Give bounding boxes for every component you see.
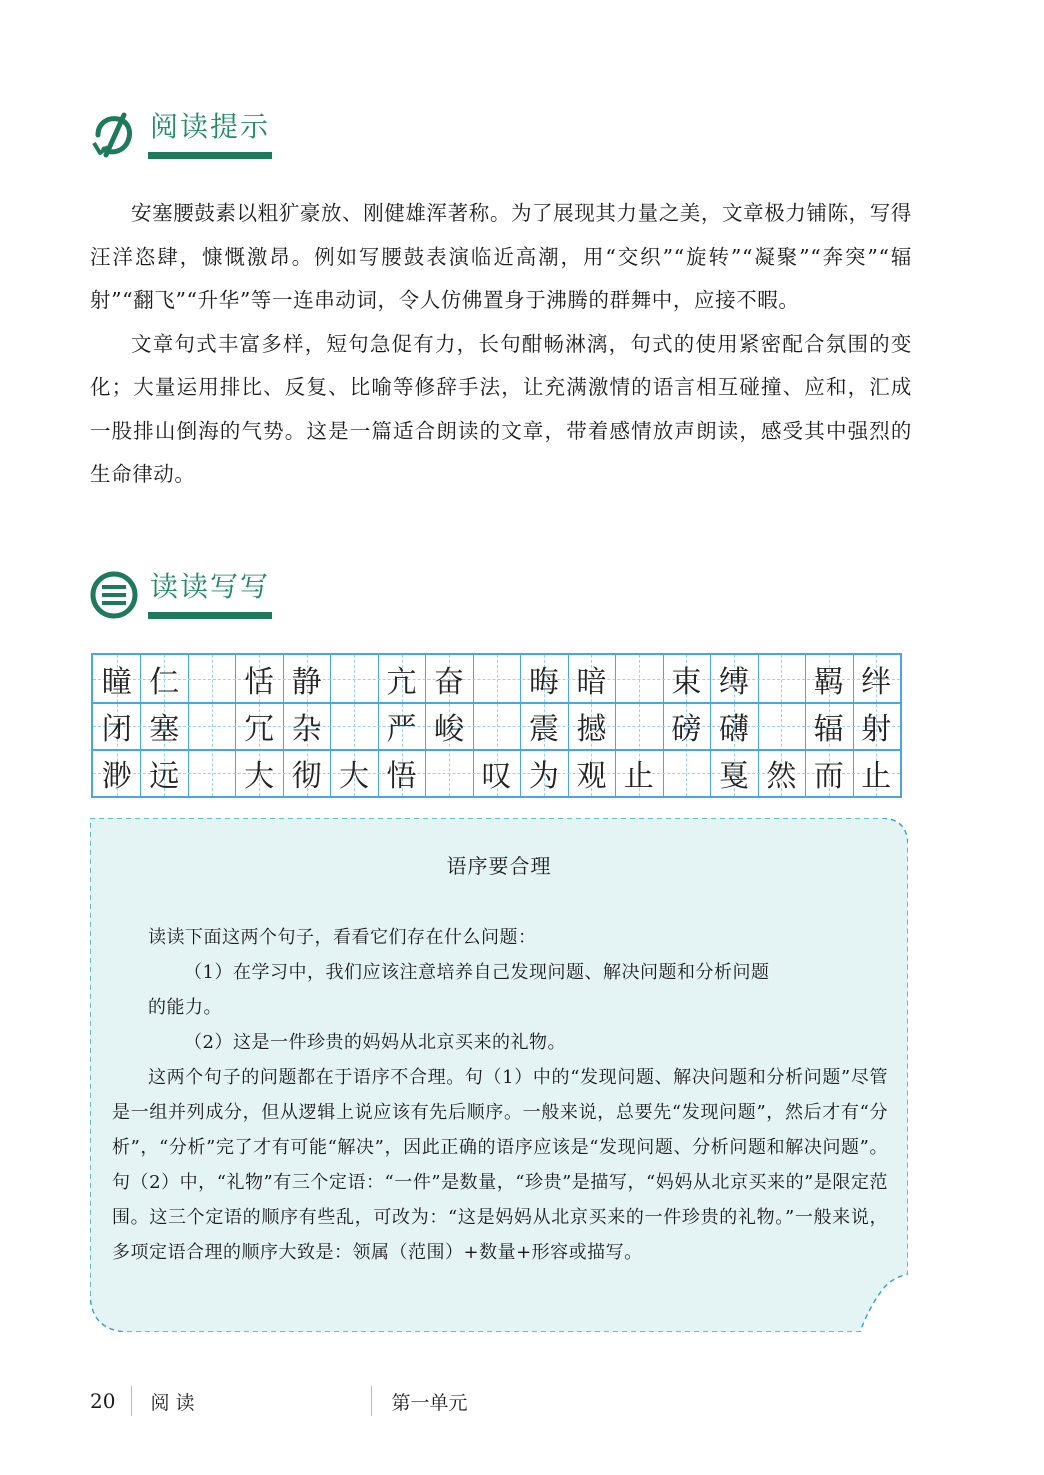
- grid-character: 辐: [813, 711, 844, 747]
- note-title: 语序要合理: [446, 854, 552, 878]
- page-number: 20: [90, 1389, 116, 1413]
- grid-character: 震: [528, 711, 559, 747]
- footer-divider: [131, 1386, 132, 1416]
- grid-character: 奋: [434, 664, 465, 700]
- grid-character: 缚: [718, 664, 749, 700]
- grid-character: 静: [291, 664, 322, 700]
- reading-tips-underline: [148, 152, 272, 159]
- grid-guide-line: [93, 679, 900, 680]
- reading-tips-paragraph: 安塞腰鼓素以粗犷豪放、刚健雄浑著称。为了展现其力量之美，文章极力铺陈，写得汪洋恣肆，慷慨激昂。例如写腰鼓表演临近高潮，用“交织”“旋转”“凝聚”“奔突”“辐射”“翻飞”“升华”等一连串动词，令人仿佛置身于沸腾的群舞中，应接不暇。: [90, 201, 912, 312]
- grid-character: 晦: [528, 664, 559, 700]
- grid-character: 杂: [291, 711, 322, 747]
- grid-character: 瞳: [101, 664, 132, 700]
- note-text: [112, 920, 888, 1270]
- note-explanation: 这两个句子的问题都在于语序不合理。句（1）中的“发现问题、解决问题和分析问题”尽管是一组并列成分，但从逻辑上说应该有先后顺序。一般来说，总要先“发现问题”，然后才有“分析”，“分析”完了才有可能“解决”，因此正确的语序应该是“发现问题、分析问题和解决问题”。句（2）中，“礼物”有三个定语：“一件”是数量，“珍贵”是描写，“妈妈从北京买来的”是限定范围。这三个定语的顺序有些乱，可改为：“这是妈妈从北京买来的一件珍贵的礼物。”一般来说，多项定语合理的顺序大致是：领属（范围）+数量+形容或描写。: [112, 1067, 888, 1263]
- grid-guide-line: [93, 726, 900, 727]
- grid-character: 恬: [244, 664, 275, 700]
- character-grid: [91, 653, 902, 798]
- grid-character: 暗: [576, 664, 607, 700]
- grid-character: 彻: [291, 758, 322, 794]
- reading-tips-body: [90, 192, 912, 497]
- grid-character: 束: [671, 664, 702, 700]
- grid-character: 仁: [149, 664, 180, 700]
- read-write-icon: [90, 571, 138, 619]
- note-example-1-cont: 的能力。: [148, 997, 222, 1018]
- read-write-underline: [148, 612, 272, 619]
- reading-tips-title: 阅读提示: [150, 110, 271, 143]
- grid-character: 羁: [813, 664, 844, 700]
- note-box: [90, 818, 908, 1332]
- read-write-header: [90, 570, 272, 619]
- note-intro: 读读下面这两个句子，看看它们存在什么问题：: [148, 927, 537, 948]
- grid-character: 大: [244, 758, 275, 794]
- footer-unit: 第一单元: [391, 1391, 468, 1414]
- grid-character: 叹: [481, 758, 512, 794]
- grid-character: 绊: [861, 664, 892, 700]
- grid-character: 渺: [101, 758, 132, 794]
- grid-character: 闭: [101, 711, 132, 747]
- grid-character: 止: [861, 758, 892, 794]
- grid-character: 严: [386, 711, 417, 747]
- grid-character: 观: [576, 758, 607, 794]
- grid-character: 亢: [386, 664, 417, 700]
- reading-tips-icon: [90, 111, 138, 159]
- grid-character: 大: [339, 758, 370, 794]
- grid-character: 礴: [718, 711, 749, 747]
- footer-divider: [371, 1386, 372, 1416]
- reading-tips-paragraph: 文章句式丰富多样，短句急促有力，长句酣畅淋漓，句式的使用紧密配合氛围的变化；大量运用排比、反复、比喻等修辞手法，让充满激情的语言相互碰撞、应和，汇成一股排山倒海的气势。这是一篇适合朗读的文章，带着感情放声朗读，感受其中强烈的生命律动。: [90, 331, 912, 486]
- grid-character: 止: [623, 758, 654, 794]
- grid-character: 戛: [718, 758, 749, 794]
- read-write-title: 读读写写: [150, 570, 271, 603]
- grid-character: 峻: [434, 711, 465, 747]
- footer-section: 阅 读: [150, 1391, 195, 1414]
- grid-character: 为: [528, 758, 559, 794]
- page-footer: [90, 1386, 468, 1416]
- grid-character: 冗: [244, 711, 275, 747]
- grid-character: 磅: [671, 711, 702, 747]
- grid-character: 撼: [576, 711, 607, 747]
- grid-character: 塞: [149, 711, 180, 747]
- grid-character: 然: [766, 758, 797, 794]
- grid-character: 悟: [386, 758, 417, 794]
- grid-row-line: [93, 702, 900, 704]
- grid-character: 射: [861, 711, 892, 747]
- reading-tips-header: [90, 110, 272, 159]
- note-example-1: （1）在学习中，我们应该注意培养自己发现问题、解决问题和分析问题: [184, 962, 770, 983]
- grid-character: 远: [149, 758, 180, 794]
- note-example-2: （2）这是一件珍贵的妈妈从北京买来的礼物。: [184, 1032, 566, 1053]
- grid-character: 而: [813, 758, 844, 794]
